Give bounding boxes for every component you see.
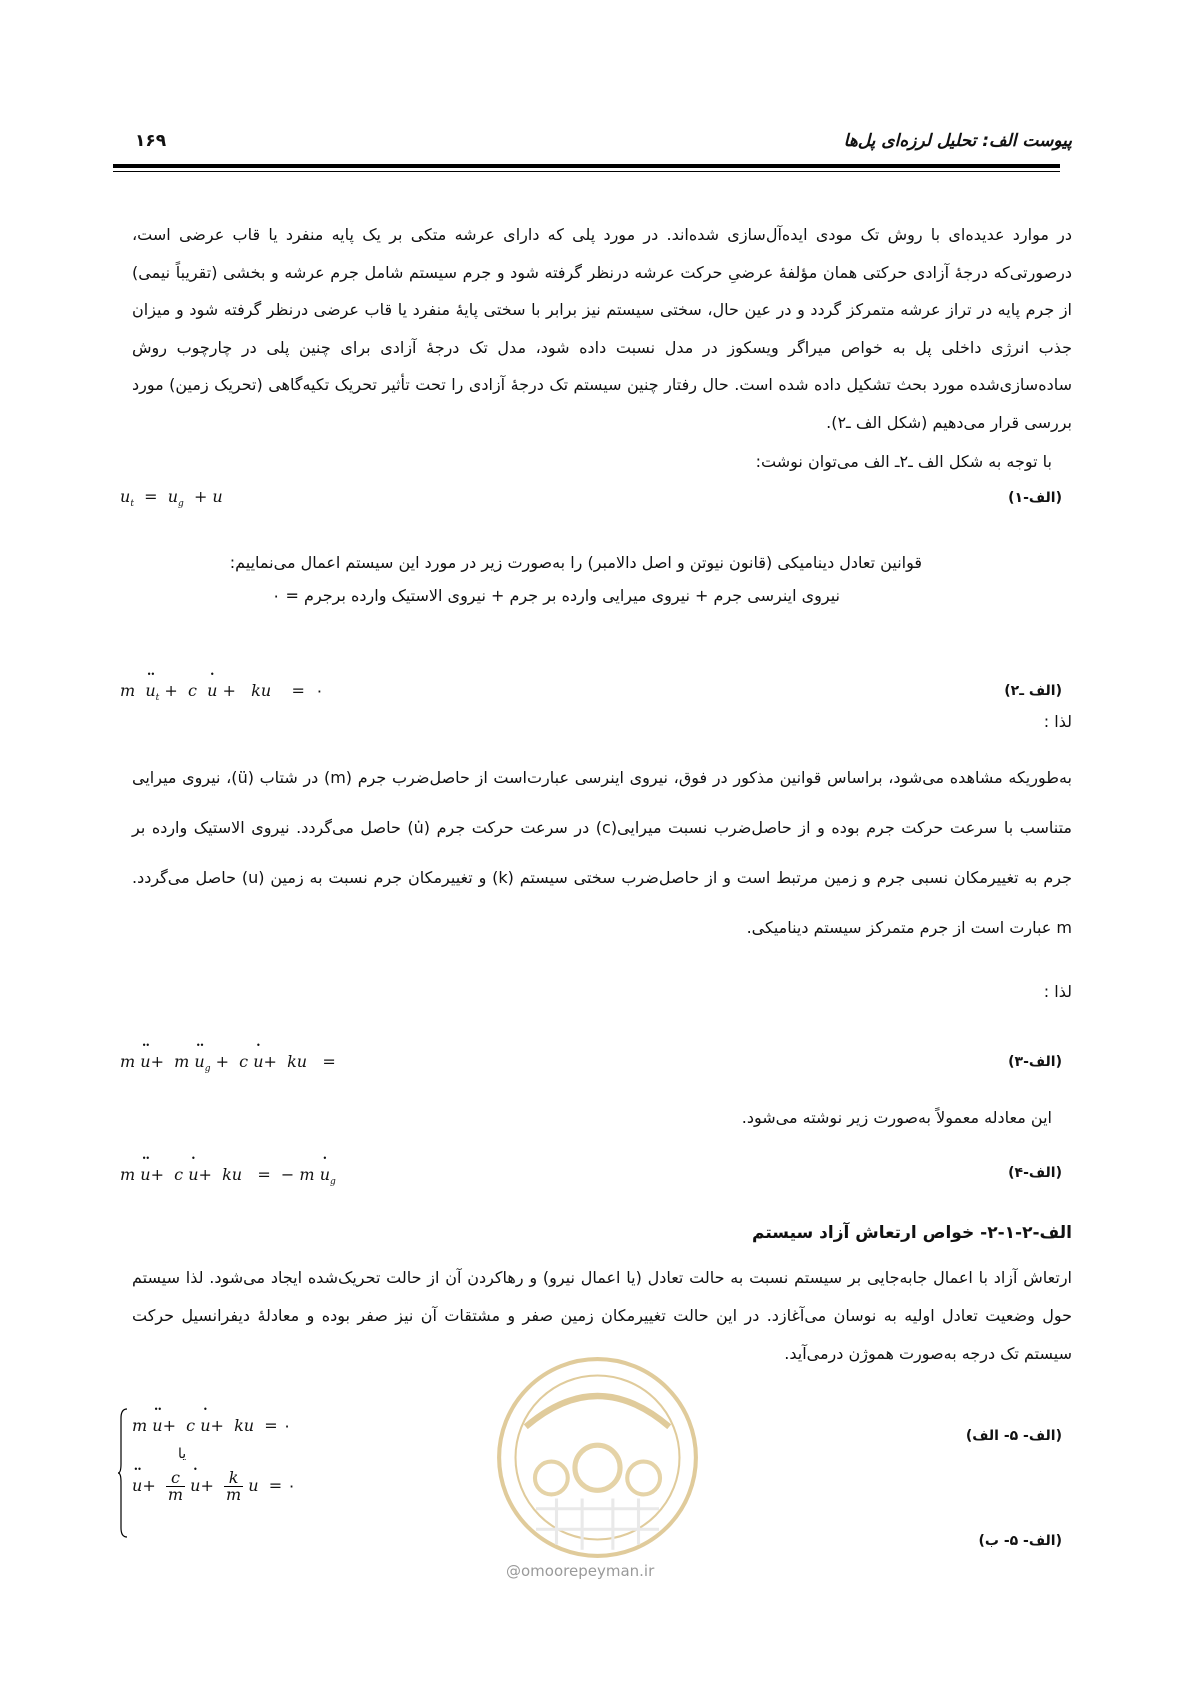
force-balance-line: نیروی اینرسی جرم + نیروی میرایی وارده بر جرم + نیروی الاستیک وارده برجرم = ۰: [271, 586, 840, 605]
watermark-logo-icon: [495, 1355, 700, 1560]
equation-a1-label: (الف-۱): [1008, 490, 1062, 506]
equation-a5a: m •• u+ c • u+ ku = ۰: [132, 1416, 291, 1435]
intro-paragraph: در موارد عدیده‌ای با روش تک مودی ایده‌آل‌سازی شده‌اند. در مورد پلی که دارای عرشه متکی بر یک پایه منفرد یا قاب عرضی است، درصورتی‌که درجهٔ آزادی حرکتی همان مؤلفهٔ عرضیِ حرکت عرشه درنظر گرفته شود و جرم سیستم شامل جرم عرشه و بخشی (تقریباً نیمی) از جرم پایه در تراز عرشه متمرکز گردد و در عین حال، سختی سیستم نیز برابر با سختی پایهٔ منفرد یا قاب عرضی درنظر گرفته شود و میزان جذب انرژی داخلی پل به خواص میراگر ویسکوز در مدل نسبت داده شود، مدل تک درجهٔ آزادی برای چنین پلی در چارچوب روش ساده‌سازی‌شده مورد بحث تشکیل داده شده است. حال رفتار چنین سیستم تک درجهٔ آزادی را تحت تأثیر تحریک تکیه‌گاهی (تحریک زمین) مورد بررسی قرار می‌دهیم (شکل الف ـ۲).: [132, 225, 1072, 432]
equation-a5b-label: (الف- ۵- ب): [978, 1533, 1062, 1549]
free-vibration-paragraph: ارتعاش آزاد با اعمال جابه‌جایی بر سیستم نسبت به حالت تعادل (یا اعمال نیرو) و رهاکردن آن از حالت تحریک‌شده ایجاد می‌شود. لذا سیستم حول وضعیت تعادل اولیه به نوسان می‌آغازد. در این حالت تغییرمکان زمین صفر و مشتقات آن نیز صفر بوده و معادلهٔ دیفرانسیل حرکت سیستم تک درجه به‌صورت هموژن درمی‌آید.: [132, 1268, 1072, 1363]
header-rule-thick: [113, 164, 1060, 168]
dynamic-laws-line: قوانین تعادل دینامیکی (قانون نیوتن و اصل دالامبر) را به‌صورت زیر در مورد این سیستم اعمال می‌نماییم:: [229, 553, 922, 572]
equation-system-a5: [118, 1408, 318, 1538]
or-word: یا: [178, 1446, 187, 1462]
equation-a2: m •• $u_t + c$ • u + ku = ۰: [120, 681, 324, 700]
equation-a3: m •• u+ m •• $u_g + c$ • u+ ku =: [120, 1052, 336, 1071]
equation-a3-label: (الف-۳): [1008, 1054, 1062, 1070]
equation-a5b: •• u+ $\frac{c}{m}$ • u+ $\frac{k}{m}$ u = ۰: [132, 1470, 296, 1503]
usual-form-line: این معادله معمولاً به‌صورت زیر نوشته می‌شود.: [741, 1108, 1052, 1127]
header-rule-thin: [113, 171, 1060, 172]
therefore-line-1: لذا :: [1043, 712, 1072, 731]
equation-a4: m •• u+ c • u+ ku = − m • $u_g$: [120, 1165, 336, 1184]
equation-a1: $u_t = u_g + u$: [120, 487, 223, 509]
equation-a4-label: (الف-۴): [1008, 1165, 1062, 1181]
section-heading: الف-۲-۱-۲- خواص ارتعاش آزاد سیستم: [752, 1223, 1072, 1243]
therefore-line-2: لذا :: [1043, 982, 1072, 1001]
left-brace-icon: [118, 1408, 128, 1538]
equation-a5a-label: (الف- ۵- الف): [965, 1428, 1062, 1444]
equation-a2-label: (الف ـ۲): [1004, 683, 1062, 699]
watermark-url: @omoorepeyman.ir: [506, 1562, 655, 1580]
figure-reference-line: با توجه به شکل الف ـ۲ـ الف می‌توان نوشت:: [755, 452, 1052, 471]
page-number: ۱۶۹: [135, 131, 167, 151]
running-header-title: پیوست الف: تحلیل لرزه‌ای پل‌ها: [843, 131, 1072, 151]
explanation-paragraph: به‌طوریکه مشاهده می‌شود، براساس قوانین مذکور در فوق، نیروی اینرسی عبارت‌است از حاصل‌ضرب جرم (m) در شتاب (ü)، نیروی میرایی متناسب با سرعت حرکت جرم بوده و از حاصل‌ضرب نسبت میرایی(c) در سرعت حرکت جرم (u̇) حاصل می‌گردد. نیروی الاستیک وارده بر جرم به تغییرمکان نسبی جرم و زمین مرتبط است و از حاصل‌ضرب سختی سیستم (k) و تغییرمکان جرم نسبت به زمین (u) حاصل می‌گردد. m عبارت است از جرم متمرکز سیستم دینامیکی.: [132, 768, 1073, 937]
